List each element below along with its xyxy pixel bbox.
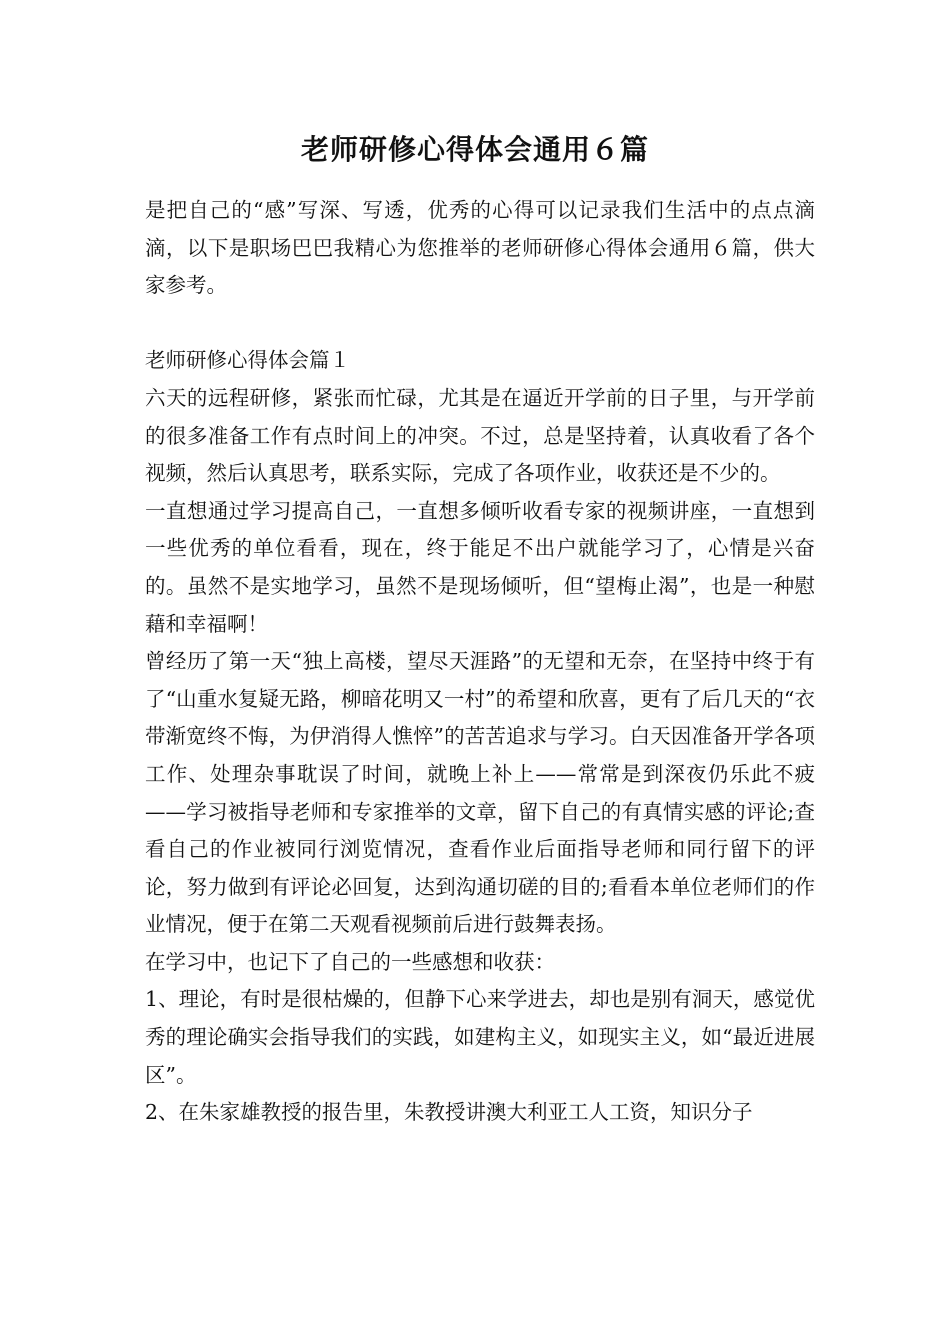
body-paragraph: 一直想通过学习提高自己，一直想多倾听收看专家的视频讲座，一直想到一些优秀的单位看看，现在，终于能足不出户就能学习了，心情是兴奋的。虽然不是实地学习，虽然不是现场倾听，但“望梅止渴”，也是一种慰藉和幸福啊！ [145, 498, 815, 636]
body-paragraph: 2、在朱家雄教授的报告里，朱教授讲澳大利亚工人工资，知识分子 [145, 1100, 753, 1125]
section-heading: 老师研修心得体会篇１ [145, 348, 350, 373]
body-paragraph: 1、理论，有时是很枯燥的，但静下心来学进去，却也是别有洞天，感觉优秀的理论确实会指导我们的实践，如建构主义，如现实主义，如“最近进展区”。 [145, 987, 815, 1087]
document-body [145, 192, 815, 1132]
body-paragraph: 曾经历了第一天“独上高楼，望尽天涯路”的无望和无奈，在坚持中终于有了“山重水复疑无路，柳暗花明又一村”的希望和欣喜，更有了后几天的“衣带渐宽终不悔，为伊消得人憔悴”的苦苦追求与学习。白天因准备开学各项工作、处理杂事耽误了时间，就晚上补上——常常是到深夜仍乐此不疲——学习被指导老师和专家推举的文章，留下自己的有真情实感的评论;查看自己的作业被同行浏览情况，查看作业后面指导老师和同行留下的评论，努力做到有评论必回复，达到沟通切磋的目的;看看本单位老师们的作业情况，便于在第二天观看视频前后进行鼓舞表扬。 [145, 649, 815, 937]
intro-paragraph: 是把自己的“感”写深、写透，优秀的心得可以记录我们生活中的点点滴滴，以下是职场巴巴我精心为您推举的老师研修心得体会通用６篇，供大家参考。 [145, 198, 815, 298]
body-paragraph: 在学习中，也记下了自己的一些感想和收获： [145, 949, 555, 974]
paragraph-spacer [145, 305, 815, 343]
document-title: 老师研修心得体会通用６篇 [300, 133, 649, 166]
body-paragraph: 六天的远程研修，紧张而忙碌，尤其是在逼近开学前的日子里，与开学前的很多准备工作有点时间上的冲突。不过，总是坚持着，认真收看了各个视频，然后认真思考，联系实际，完成了各项作业，收获还是不少的。 [145, 385, 815, 486]
